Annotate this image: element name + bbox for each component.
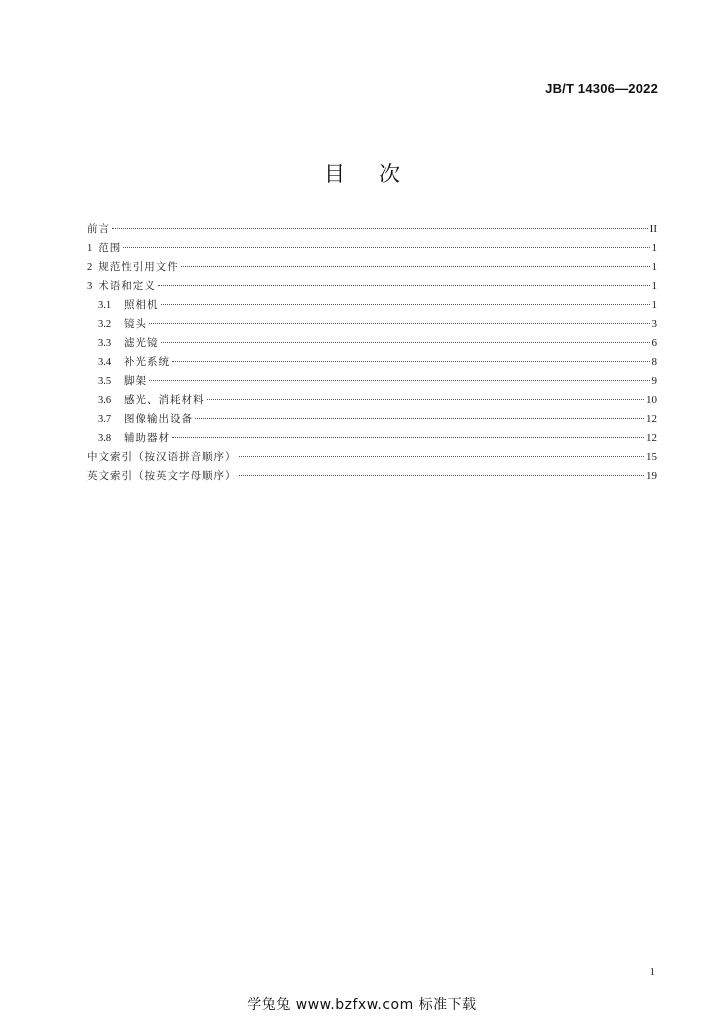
toc-entry-label (87, 239, 121, 258)
toc-dot-leader (123, 246, 649, 248)
toc-dot-leader (239, 474, 645, 476)
toc-entry-page: 1 (651, 280, 657, 292)
toc-dot-leader (149, 322, 650, 324)
toc-dot-leader (161, 303, 650, 305)
toc-entry-label (98, 296, 159, 315)
toc-entry-page: 9 (651, 375, 657, 387)
toc-dot-leader (172, 436, 644, 438)
toc-entry-title: 滤光镜 (124, 337, 159, 349)
toc-entry-label (87, 448, 237, 467)
toc-entry-title: 感光、消耗材料 (124, 394, 205, 406)
toc-entry-title: 术语和定义 (98, 280, 156, 292)
toc-entry-number: 3.5 (98, 376, 112, 387)
toc-entry-page: 6 (651, 337, 657, 349)
toc-dot-leader (239, 455, 645, 457)
toc-entry-label (98, 429, 170, 448)
standard-code: JB/T 14306—2022 (545, 81, 658, 96)
toc-entry-label (98, 372, 147, 391)
toc-entry[interactable] (87, 334, 657, 353)
toc-entry[interactable] (87, 448, 657, 467)
toc-entry-title: 辅助器材 (124, 432, 170, 444)
table-of-contents (87, 220, 657, 486)
toc-entry-page: 1 (651, 242, 657, 254)
toc-entry-title: 英文索引（按英文字母顺序） (87, 470, 237, 482)
toc-entry-page: 1 (651, 299, 657, 311)
toc-entry-page: 8 (651, 356, 657, 368)
toc-entry-page: II (649, 223, 657, 235)
toc-entry-label (87, 258, 179, 277)
toc-entry-label (98, 353, 170, 372)
toc-entry-title: 脚架 (124, 375, 147, 387)
toc-dot-leader (158, 284, 650, 286)
toc-entry-label (98, 334, 159, 353)
toc-entry-label (98, 391, 205, 410)
toc-entry[interactable] (87, 220, 657, 239)
toc-entry-number: 3.1 (98, 300, 112, 311)
toc-dot-leader (172, 360, 650, 362)
toc-entry-title: 照相机 (124, 299, 159, 311)
toc-entry[interactable] (87, 315, 657, 334)
toc-entry-number: 1 (87, 243, 93, 254)
toc-entry[interactable] (87, 467, 657, 486)
toc-entry-title: 镜头 (124, 318, 147, 330)
toc-entry-number: 3.6 (98, 395, 112, 406)
toc-entry[interactable] (87, 429, 657, 448)
toc-entry-number: 3.4 (98, 357, 112, 368)
toc-entry-title: 补光系统 (124, 356, 170, 368)
toc-entry-title: 中文索引（按汉语拼音顺序） (87, 451, 237, 463)
toc-title: 目次 (324, 162, 434, 186)
page-number: 1 (649, 966, 655, 978)
toc-dot-leader (195, 417, 644, 419)
toc-dot-leader (112, 227, 648, 229)
toc-entry[interactable] (87, 258, 657, 277)
toc-entry-page: 3 (651, 318, 657, 330)
toc-entry-page: 1 (651, 261, 657, 273)
toc-entry[interactable] (87, 410, 657, 429)
toc-entry-label (98, 315, 147, 334)
toc-entry[interactable] (87, 391, 657, 410)
toc-entry-page: 15 (646, 451, 657, 463)
watermark-text: 学兔兔 www.bzfxw.com 标准下载 (247, 997, 477, 1013)
toc-entry-title: 图像输出设备 (124, 413, 193, 425)
toc-entry-label (87, 467, 237, 486)
toc-entry-page: 12 (646, 432, 657, 444)
toc-dot-leader (161, 341, 650, 343)
toc-entry-number: 3.3 (98, 338, 112, 349)
toc-entry-page: 12 (646, 413, 657, 425)
toc-entry-number: 3.2 (98, 319, 112, 330)
toc-dot-leader (207, 398, 645, 400)
toc-entry[interactable] (87, 239, 657, 258)
toc-entry[interactable] (87, 277, 657, 296)
toc-entry[interactable] (87, 296, 657, 315)
toc-entry-title: 范围 (98, 242, 122, 254)
toc-dot-leader (149, 379, 650, 381)
toc-entry-title: 前言 (87, 223, 110, 235)
toc-entry-number: 3.8 (98, 433, 112, 444)
toc-entry-number: 3.7 (98, 414, 112, 425)
toc-entry-page: 10 (646, 394, 657, 406)
toc-entry-title: 规范性引用文件 (98, 261, 179, 273)
toc-entry-number: 3 (87, 281, 93, 292)
toc-entry[interactable] (87, 372, 657, 391)
toc-entry-label (98, 410, 193, 429)
toc-entry[interactable] (87, 353, 657, 372)
toc-dot-leader (181, 265, 650, 267)
toc-entry-page: 19 (646, 470, 657, 482)
toc-entry-number: 2 (87, 262, 93, 273)
toc-entry-label (87, 277, 156, 296)
toc-entry-label (87, 220, 110, 239)
